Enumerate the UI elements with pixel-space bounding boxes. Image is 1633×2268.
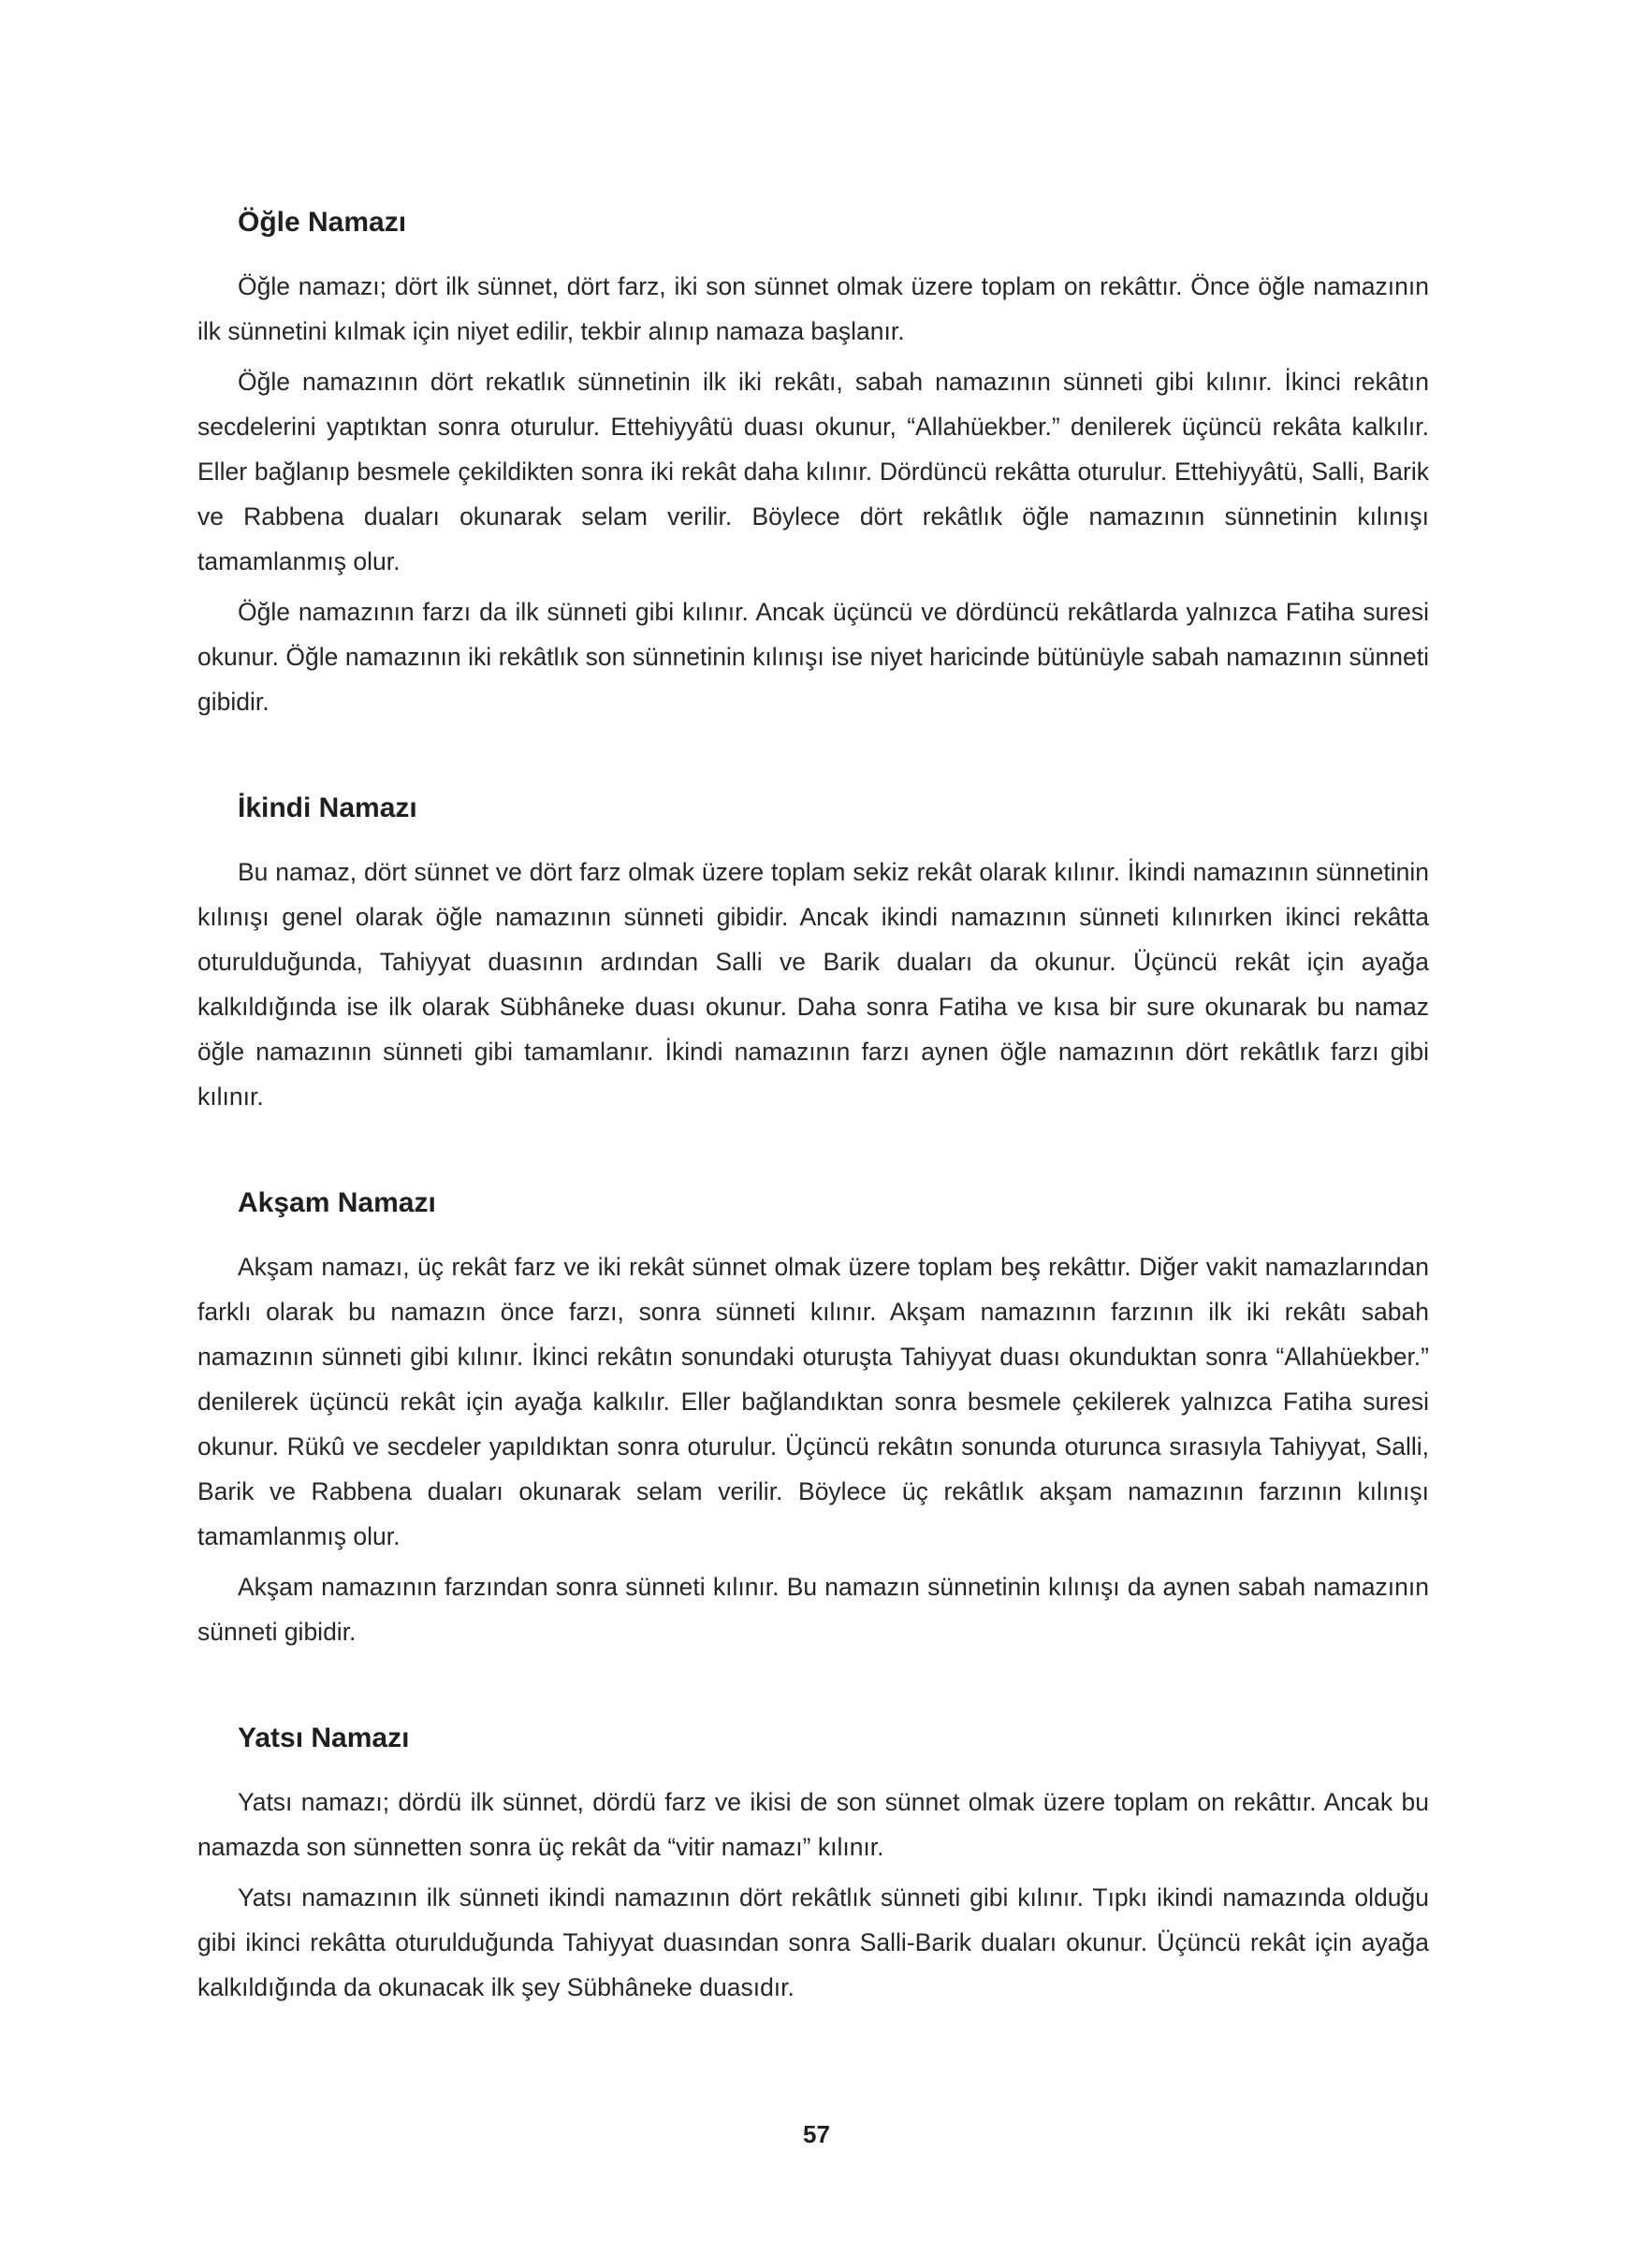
paragraph: Öğle namazının dört rekatlık sünnetinin ilk iki rekâtı, sabah namazının sünneti gibi kılınır. İkinci rekâtın secdelerini yaptıktan sonra oturulur. Ettehiyyâtü duası okunur, “Allahüekber.” denilerek üçüncü rekâta kalkılır. Eller bağlanıp besmele çekildikten sonra iki rekât daha kılınır. Dördüncü rekâtta oturulur. Ettehiyyâtü, Salli, Barik ve Rabbena duaları okunarak selam verilir. Böylece dört rekâtlık öğle namazının sünnetinin kılınışı tamamlanmış olur.: [197, 368, 1429, 575]
paragraph: Akşam namazının farzından sonra sünneti kılınır. Bu namazın sünnetinin kılınışı da aynen sabah namazının sünneti gibidir.: [197, 1573, 1429, 1646]
paragraph: Yatsı namazı; dördü ilk sünnet, dördü farz ve ikisi de son sünnet olmak üzere toplam on rekâttır. Ancak bu namazda son sünnetten sonra üç rekât da “vitir namazı” kılınır.: [197, 1788, 1429, 1861]
section-heading: Akşam Namazı: [238, 1187, 436, 1218]
page-content: [197, 204, 1429, 2010]
section-yatsi-namazi: [197, 1720, 1429, 2010]
section-heading: Öğle Namazı: [238, 207, 407, 238]
section-ogle-namazi: [197, 204, 1429, 724]
paragraph: Öğle namazının farzı da ilk sünneti gibi kılınır. Ancak üçüncü ve dördüncü rekâtlarda yalnızca Fatiha suresi okunur. Öğle namazının iki rekâtlık son sünnetinin kılınışı ise niyet haricinde bütünüyle sabah namazının sünneti gibidir.: [197, 598, 1429, 716]
section-heading: Yatsı Namazı: [238, 1723, 410, 1753]
paragraph: Akşam namazı, üç rekât farz ve iki rekât sünnet olmak üzere toplam beş rekâttır. Diğer vakit namazlarından farklı olarak bu namazın önce farzı, sonra sünneti kılınır. Akşam namazının farzının ilk iki rekâtı sabah namazının sünneti gibi kılınır. İkinci rekâtın sonundaki oturuşta Tahiyyat duası okunduktan sonra “Allahüekber.” denilerek üçüncü rekât için ayağa kalkılır. Eller bağlandıktan sonra besmele çekilerek yalnızca Fatiha suresi okunur. Rükû ve secdeler yapıldıktan sonra oturulur. Üçüncü rekâtın sonunda oturunca sırasıyla Tahiyyat, Salli, Barik ve Rabbena duaları okunarak selam verilir. Böylece üç rekâtlık akşam namazının farzının kılınışı tamamlanmış olur.: [197, 1253, 1429, 1550]
page-number: 57: [803, 2120, 830, 2148]
paragraph: Yatsı namazının ilk sünneti ikindi namazının dört rekâtlık sünneti gibi kılınır. Tıpkı ikindi namazında olduğu gibi ikinci rekâtta oturulduğunda Tahiyyat duasından sonra Salli-Barik duaları okunur. Üçüncü rekât için ayağa kalkıldığında da okunacak ilk şey Sübhâneke duasıdır.: [197, 1883, 1429, 2001]
paragraph: Bu namaz, dört sünnet ve dört farz olmak üzere toplam sekiz rekât olarak kılınır. İkindi namazının sünnetinin kılınışı genel olarak öğle namazının sünneti gibidir. Ancak ikindi namazının sünneti kılınırken ikinci rekâtta oturulduğunda, Tahiyyat duasının ardından Salli ve Barik duaları da okunur. Üçüncü rekât için ayağa kalkıldığında ise ilk olarak Sübhâneke duası okunur. Daha sonra Fatiha ve kısa bir sure okunarak bu namaz öğle namazının sünneti gibi tamamlanır. İkindi namazının farzı aynen öğle namazının dört rekâtlık farzı gibi kılınır.: [197, 858, 1429, 1111]
section-ikindi-namazi: [197, 790, 1429, 1119]
section-heading: İkindi Namazı: [238, 792, 417, 823]
section-aksam-namazi: [197, 1185, 1429, 1654]
paragraph: Öğle namazı; dört ilk sünnet, dört farz, iki son sünnet olmak üzere toplam on rekâttır. Önce öğle namazının ilk sünnetini kılmak için niyet edilir, tekbir alınıp namaza başlanır.: [197, 272, 1429, 345]
